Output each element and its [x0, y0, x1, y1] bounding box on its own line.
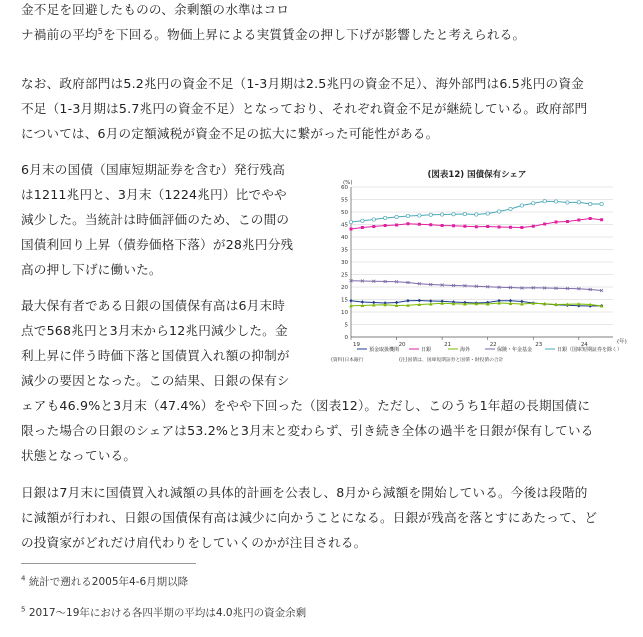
data-point [589, 202, 592, 205]
x-tick-label: 20 [398, 342, 406, 348]
data-point [384, 224, 387, 227]
paragraph-intro [21, 0, 631, 47]
data-point [429, 213, 432, 216]
y-tick-label: 0 [344, 335, 348, 341]
data-point [520, 226, 523, 229]
footnote-5 [21, 605, 306, 620]
x-tick-label: 22 [489, 342, 497, 348]
paragraph-government [21, 71, 631, 146]
x-tick-label: 21 [444, 342, 452, 348]
data-point [349, 220, 352, 223]
text-line: 最大保有者である日銀の国債保有高は6月末時 [21, 298, 286, 313]
x-tick-label: 23 [535, 342, 543, 348]
legend-label: 保険・年金基金 [497, 347, 533, 353]
paragraph-bond-outstanding [21, 157, 321, 282]
data-point [395, 224, 398, 227]
text-line: 減少の要因となった。この結果、日銀の保有シ [21, 373, 290, 388]
footnote-number: 5 [21, 605, 26, 614]
data-point [577, 201, 580, 204]
chart-title: (図表12) 国債保有シェア [427, 170, 527, 180]
text-line [21, 22, 631, 47]
text-line: なお、政府部門は5.2兆円の資金不足（1-3月期は2.5兆円の資金不足）、海外部門は6.5兆円の資金 [21, 76, 584, 91]
text-line: 6月末の国債（国庫短期証券を含む）発行残高 [21, 162, 286, 177]
data-point [463, 212, 466, 215]
x-axis-unit: (年) [617, 339, 627, 345]
footnote-divider [21, 563, 196, 564]
text-line: は1211兆円と、3月末（1224兆円）比でやや [21, 187, 287, 202]
text-line: ェアも46.9%と3月末（47.4%）をやや下回った（図表12）。ただし、このうち1年超の長期国債に [21, 398, 591, 413]
data-point [600, 202, 603, 205]
axes [341, 185, 613, 348]
y-tick-label: 5 [344, 322, 348, 329]
data-point [429, 223, 432, 226]
data-point [486, 225, 489, 228]
text-line: 限った場合の日銀のシェアは53.2%と3月末と変わらず、引き続き全体の過半を日銀が保有している [21, 423, 594, 438]
data-point [577, 219, 580, 222]
footnote-text: 統計で遡れる2005年4-6月期以降 [28, 576, 189, 588]
data-point [452, 213, 455, 216]
y-tick-label: 25 [341, 272, 348, 279]
bond-share-chart [327, 165, 633, 365]
legend-label: 海外 [460, 347, 471, 353]
data-point [532, 225, 535, 228]
paragraph-outlook [21, 480, 631, 555]
text-fragment: を下回る。物価上昇による実質賃金の押し下げが影響したと考えられる。 [103, 27, 526, 42]
text-line: の投資家がどれだけ肩代わりをしていくのかが注目される。 [21, 535, 367, 550]
footnote-text: 2017～19年における各四半期の平均は4.0兆円の資金余剰 [28, 607, 307, 619]
text-line: 日銀は7月末に国債買入れ減額の具体的計画を公表し、8月から減額を開始している。今後は段階的 [21, 485, 588, 500]
y-tick-label: 15 [341, 297, 348, 304]
y-tick-label: 35 [341, 247, 348, 254]
data-point [418, 299, 422, 303]
data-point [452, 224, 455, 227]
y-tick-label: 50 [341, 210, 348, 216]
data-point [406, 222, 409, 225]
data-point [361, 226, 364, 229]
data-point [555, 221, 558, 224]
y-tick-label: 10 [341, 310, 348, 316]
legend-label: 預金取扱機関 [369, 347, 400, 353]
data-point [395, 215, 398, 218]
y-tick-label: 60 [341, 185, 348, 191]
text-line: 点で568兆円と3月末から12兆円減少した。金 [21, 323, 288, 338]
text-line: 状態となっている。 [21, 448, 137, 463]
data-point [532, 202, 535, 205]
data-point [566, 201, 569, 204]
data-point [372, 218, 375, 221]
series-group [349, 200, 603, 308]
data-point [418, 223, 421, 226]
y-axis-unit: (%) [343, 180, 353, 186]
data-point [361, 219, 364, 222]
data-point [509, 207, 512, 210]
x-tick-label: 19 [353, 342, 360, 348]
data-point [543, 223, 546, 226]
data-point [463, 225, 466, 228]
chart-note: (注)国債は、国庫短期証券と国債・財投債の合計 [399, 358, 504, 363]
legend-label: 日銀 [421, 347, 432, 353]
text-fragment: ナ禍前の平均 [21, 27, 98, 42]
data-point [383, 216, 386, 219]
data-point [497, 210, 500, 213]
footnote-ref[interactable]: 5 [97, 26, 104, 36]
chart-svg [327, 165, 633, 365]
text-line: については、6月の定額減税が資金不足の拡大に繋がった可能性がある。 [21, 126, 439, 141]
chart-source: (資料)日本銀行 [331, 358, 364, 363]
data-point [498, 226, 501, 229]
y-tick-label: 45 [341, 222, 348, 229]
text-line: 利上昇に伴う時価下落と国債買入れ額の抑制が [21, 348, 290, 363]
text-line: に減額が行われ、日銀の国債保有高は減少に向かうことになる。日銀が残高を落とすにあたって、ど [21, 510, 598, 525]
data-point [372, 225, 375, 228]
text-line: 国債利回り上昇（債券価格下落）が28兆円分残 [21, 237, 294, 252]
data-point [566, 220, 569, 223]
data-point [543, 200, 546, 203]
text-line: 不足（1-3月期は5.7兆円の資金不足）となっており、それぞれ資金不足が継続している。政府部門 [21, 101, 588, 116]
text-line: 高の押し下げに働いた。 [21, 262, 162, 277]
data-point [486, 212, 489, 215]
data-point [520, 204, 523, 207]
series-line [351, 201, 602, 222]
y-tick-label: 20 [341, 285, 348, 291]
y-tick-label: 30 [341, 260, 348, 266]
data-point [406, 214, 409, 217]
data-point [600, 218, 603, 221]
data-point [418, 214, 421, 217]
y-tick-label: 40 [341, 235, 348, 241]
data-point [361, 300, 365, 304]
footnote-4 [21, 574, 188, 589]
legend-label: 日銀（国庫短期証券を除く） [557, 347, 623, 353]
data-point [441, 224, 444, 227]
text-line: 減少した。当統計は時価評価のため、この間の [21, 212, 290, 227]
y-tick-label: 55 [341, 197, 348, 204]
data-point [350, 228, 353, 231]
x-tick-label: 24 [580, 342, 588, 348]
data-point [440, 213, 443, 216]
data-point [589, 217, 592, 220]
data-point [475, 213, 478, 216]
text-line: 金不足を回避したものの、余剰額の水準はコロ [21, 2, 290, 17]
footnote-number: 4 [21, 574, 26, 583]
data-point [475, 225, 478, 228]
series-line [351, 281, 602, 291]
data-point [509, 226, 512, 229]
data-point [554, 200, 557, 203]
